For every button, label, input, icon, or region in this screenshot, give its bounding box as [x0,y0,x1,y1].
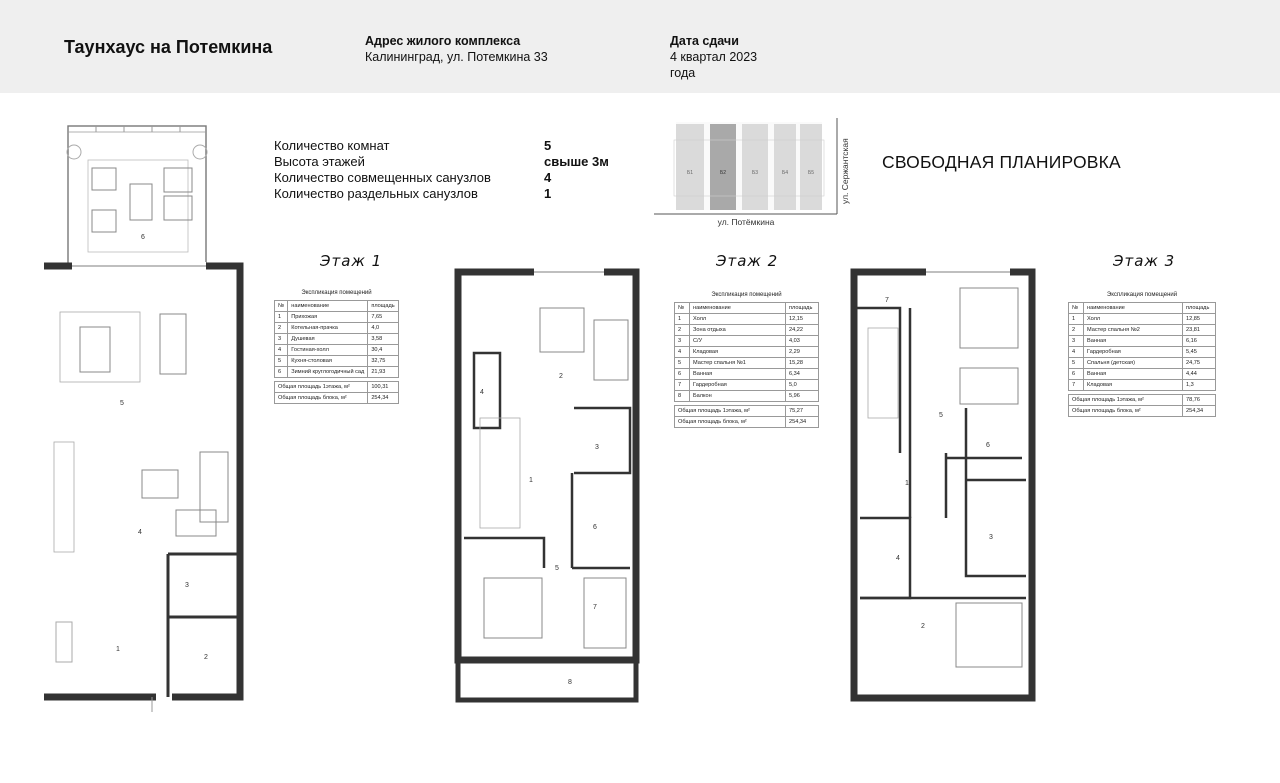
total-block-row: Общая площадь блока, м² 254,34 [1069,406,1216,417]
header-bar [0,0,1280,93]
total-floor-row: Общая площадь 1этажа, м² 78,76 [1069,395,1216,406]
table-row: 2 Котельная-прачка 4,0 [275,323,399,334]
table-row: 7 Гардеробная 5,0 [675,380,819,391]
room-label: 5 [939,412,943,419]
room-label: 7 [593,604,597,611]
street-label-bottom: ул. Потёмкина [717,217,775,227]
date-block [670,33,780,81]
room-label: 4 [480,389,484,396]
total-floor-row: Общая площадь 1этажа, м² 100,31 [275,382,399,393]
floor-1-title: Этаж 1 [320,252,383,270]
col-area-header: площадь [368,301,399,312]
table-caption: Экспликация помещений [301,290,372,296]
spec-label: Количество комнат [274,138,390,153]
floor-2-title: Этаж 2 [716,252,779,270]
table-row: 4 Гостиная-холл 30,4 [275,345,399,356]
table-caption: Экспликация помещений [1106,292,1178,298]
room-label: 5 [120,400,124,407]
spec-value: 1 [544,186,552,201]
table-row: 1 Прихожая 7,65 [275,312,399,323]
table-header-row: № наименование площадь [1069,303,1216,314]
section-label: Б1 [686,170,694,176]
table-row: 7 Кладовая 1,3 [1069,380,1216,391]
total-block-row: Общая площадь блока, м² 254,34 [675,417,819,428]
table-row: 4 Кладовая 2,29 [675,347,819,358]
room-label: 1 [116,646,120,653]
table-row: 1 Холл 12,15 [675,314,819,325]
room-label: 4 [138,529,142,536]
room-label: 5 [555,565,559,572]
table-row: 5 Мастер спальня №1 15,28 [675,358,819,369]
table-row: 2 Мастер спальня №2 23,81 [1069,325,1216,336]
table-row: 6 Ванная 4,44 [1069,369,1216,380]
floor-plan-1 [40,122,245,717]
room-label: 6 [593,524,597,531]
table-row: 4 Гардеробная 5,45 [1069,347,1216,358]
room-label: 6 [986,442,990,449]
table-row: 6 Зимний круглогодичный сад 21,93 [275,367,399,378]
room-label: 1 [529,477,533,484]
spec-label: Количество раздельных санузлов [274,186,478,201]
table-row: 3 Душевая 3,58 [275,334,399,345]
table-row: 5 Спальня (детская) 24,75 [1069,358,1216,369]
explication-table-floor-1 [274,290,399,404]
table-row: 8 Балкон 5,96 [675,391,819,402]
spec-label: Высота этажей [274,154,365,169]
floor-3-title: Этаж 3 [1113,252,1176,270]
section-label: Б3 [751,170,759,176]
explication-table-floor-3 [1068,292,1216,417]
section-block-highlight [710,124,736,210]
floor-plan-3 [850,268,1040,713]
spec-value: свыше 3м [544,154,609,169]
room-label: 7 [885,297,889,304]
section-block [774,124,796,210]
room-label: 1 [905,480,909,487]
total-block-row: Общая площадь блока, м² 254,34 [275,393,399,404]
address-label: Адрес жилого комплекса [365,34,521,48]
section-block [676,124,704,210]
room-label: 8 [568,679,572,686]
room-label: 2 [921,623,925,630]
table-row: 6 Ванная 6,34 [675,369,819,380]
table-header-row: № наименование площадь [275,301,399,312]
room-label: 2 [559,373,563,380]
table-row: 3 С/У 4,03 [675,336,819,347]
room-label: 4 [896,555,900,562]
section-label: Б4 [781,170,789,176]
table-header-row: № наименование площадь [675,303,819,314]
spec-label: Количество совмещенных санузлов [274,170,491,185]
date-label: Дата сдачи [670,34,739,48]
section-label: Б5 [807,170,815,176]
page-title: Таунхаус на Потемкина [64,37,273,57]
spec-value: 5 [544,138,552,153]
section-block [742,124,768,210]
table-row: 3 Ванная 6,16 [1069,336,1216,347]
table-row: 5 Кухня-столовая 32,75 [275,356,399,367]
floor-plan-2 [454,268,640,713]
spec-value: 4 [544,170,552,185]
table-row: 2 Зона отдыха 24,22 [675,325,819,336]
date-value: 4 квартал 2023 года [670,50,758,80]
explication-table-floor-2 [674,292,819,428]
room-label: 3 [185,582,189,589]
room-label: 3 [595,444,599,451]
table-row: 1 Холл 12,85 [1069,314,1216,325]
site-plan [654,118,854,234]
table-caption: Экспликация помещений [711,292,782,298]
room-label: 3 [989,534,993,541]
total-floor-row: Общая площадь 1этажа, м² 75,27 [675,406,819,417]
address-value: Калининград, ул. Потемкина 33 [365,50,548,64]
room-label: 6 [141,234,145,241]
street-label-side: ул. Сержантская [840,138,850,204]
address-block [365,33,548,65]
room-label: 2 [204,654,208,661]
section-label: Б2 [719,170,727,176]
section-block [800,124,822,210]
free-layout-heading: СВОБОДНАЯ ПЛАНИРОВКА [882,152,1121,172]
col-name-header: наименование [288,301,368,312]
